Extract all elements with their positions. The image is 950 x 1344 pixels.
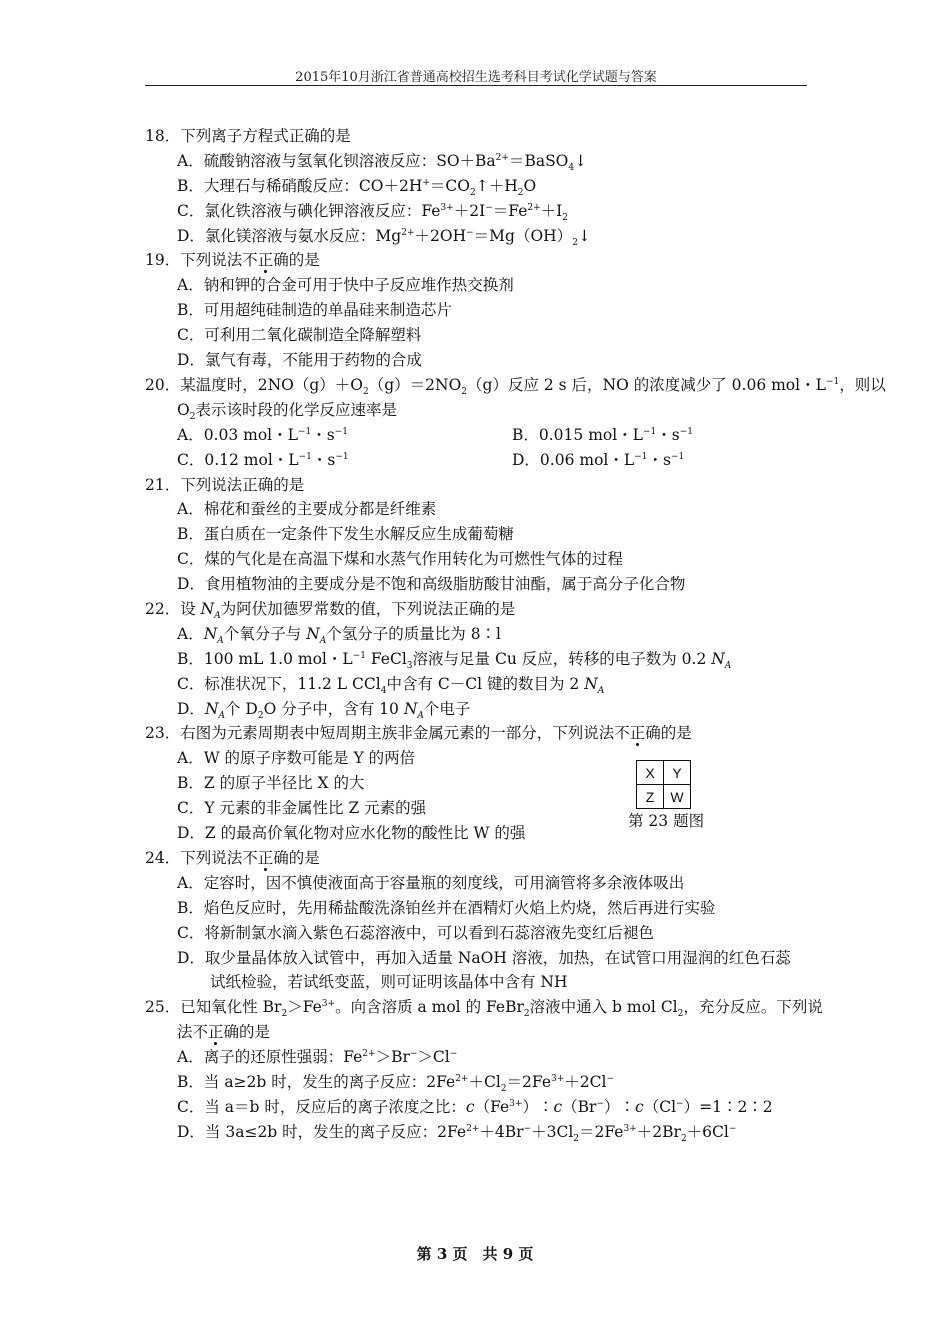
q25-option-a: A．离子的还原性强弱：$Fe^{2+}>Br^->Cl^-$ — [177, 1048, 458, 1066]
q19-stem: 19．下列说法不正确的是 — [145, 251, 320, 269]
q25-stem-line2: 法不正确的是 — [177, 1023, 271, 1041]
periodic-table-fragment — [636, 760, 691, 809]
q19-option-c: C．可利用二氧化碳制造全降解塑料 — [177, 326, 422, 344]
element-cell: Z — [637, 785, 664, 809]
q18-option-a: A．硫酸钠溶液与氢氧化钡溶液反应：$SO+Ba^{2+}=BaSO_4↓$ — [177, 152, 588, 174]
element-cell: Y — [664, 761, 691, 785]
q19-option-a: A．钠和钾的合金可用于快中子反应堆作热交换剂 — [177, 276, 514, 294]
q19-option-b: B．可用超纯硅制造的单晶硅来制造芯片 — [177, 301, 452, 319]
q20-option-a: A．0.03 mol・$L^{-1}$・$s^{-1}$ — [177, 426, 348, 444]
q22-option-b: B．100 mL 1.0 mol・$L^{-1}$ FeCl$_3$溶液与足量 Cu 反应，转移的电子数为 0.2 $N_A$ — [177, 650, 732, 672]
q18-option-b: B．大理石与稀硝酸反应：$CO+2H^+=CO_2↑+H_2O$ — [177, 177, 537, 199]
page-header: 2015年10月浙江省普通高校招生选考科目考试化学试题与答案 — [295, 70, 657, 85]
q24-option-d-line2: 试纸检验，若试纸变蓝，则可证明该晶体中含有 NH — [210, 973, 568, 991]
q18-option-d: D．氯化镁溶液与氨水反应：$Mg^{2+}+2OH^-=Mg(OH)_2↓$ — [177, 227, 591, 249]
q23-option-c: C．Y 元素的非金属性比 Z 元素的强 — [177, 799, 427, 817]
q21-option-c: C．煤的气化是在高温下煤和水蒸气作用转化为可燃性气体的过程 — [177, 550, 623, 568]
element-cell: X — [637, 761, 664, 785]
q18-stem: 18．下列离子方程式正确的是 — [145, 127, 351, 145]
q24-option-c: C．将新制氯水滴入紫色石蕊溶液中，可以看到石蕊溶液先变红后褪色 — [177, 924, 654, 942]
figure-caption: 第 23 题图 — [628, 812, 705, 830]
q25-option-b: B．当 a≥2b 时，发生的离子反应：$2Fe^{2+}+Cl_2=2Fe^{3+}+2Cl^-$ — [177, 1073, 615, 1095]
q25-stem-line1: 25．已知氧化性 $Br_2>Fe^{3+}$。向含溶质 a mol 的 FeBr$_2$溶液中通入 b mol $Cl_2$，充分反应。下列说 — [145, 998, 823, 1020]
q21-option-b: B．蛋白质在一定条件下发生水解反应生成葡萄糖 — [177, 525, 514, 543]
element-cell: W — [664, 785, 691, 809]
q22-option-d: D．$N_A$个 $D_2O$ 分子中，含有 10 $N_A$个电子 — [177, 700, 471, 722]
emphasis-dots: 不正确 — [192, 1023, 240, 1041]
q20-option-b: B．0.015 mol・$L^{-1}$・$s^{-1}$ — [512, 426, 694, 444]
q20-stem-line1: 20．某温度时，$2NO(g)+O_2(g)=2NO_2(g)$反应 2 s 后，NO 的浓度减少了 0.06 mol・$L^{-1}$，则以 — [145, 376, 886, 398]
q23-option-b: B．Z 的原子半径比 X 的大 — [177, 774, 365, 792]
q20-option-d: D．0.06 mol・$L^{-1}$・$s^{-1}$ — [512, 451, 685, 469]
q23-option-d: D．Z 的最高价氧化物对应水化物的酸性比 W 的强 — [177, 824, 526, 842]
q21-option-d: D．食用植物油的主要成分是不饱和高级脂肪酸甘油酯，属于高分子化合物 — [177, 575, 686, 593]
q21-option-a: A．棉花和蚕丝的主要成分都是纤维素 — [177, 500, 437, 518]
q20-option-c: C．0.12 mol・$L^{-1}$・$s^{-1}$ — [177, 451, 349, 469]
q20-stem-line2: $O_2$表示该时段的化学反应速率是 — [177, 401, 397, 423]
q23-option-a: A．W 的原子序数可能是 Y 的两倍 — [177, 749, 416, 767]
q24-option-d-line1: D．取少量晶体放入试管中，再加入适量 NaOH 溶液，加热，在试管口用湿润的红色石蕊 — [177, 949, 791, 967]
page-number-footer: 第 3 页 共 9 页 — [416, 1245, 534, 1263]
q19-option-d: D．氯气有毒，不能用于药物的合成 — [177, 351, 422, 369]
q24-stem: 24．下列说法不正确的是 — [145, 849, 320, 867]
q22-option-c: C．标准状况下，11.2 L CCl$_4$中含有 C－Cl 键的数目为 2 $N_A$ — [177, 675, 605, 697]
emphasis-dots: 不正确 — [242, 849, 289, 867]
header-rule — [145, 85, 807, 86]
emphasis-dots: 不正确 — [242, 251, 289, 269]
q23-stem: 23．右图为元素周期表中短周期主族非金属元素的一部分，下列说法不正确的是 — [145, 724, 692, 742]
q22-option-a: A．$N_A$个氧分子与 $N_A$个氢分子的质量比为 8∶l — [177, 625, 502, 647]
q25-option-c: C．当 a＝b 时，反应后的离子浓度之比：$c(Fe^{3+})∶c(Br^-)∶c(Cl^-)=1∶2∶2$ — [177, 1098, 773, 1116]
q18-option-c: C．氯化铁溶液与碘化钾溶液反应：$Fe^{3+}+2I^-=Fe^{2+}+I_2$ — [177, 202, 569, 224]
q22-stem: 22．设 $N_A$为阿伏加德罗常数的值，下列说法正确的是 — [145, 600, 516, 622]
q25-option-d: D．当 3a≤2b 时，发生的离子反应：$2Fe^{2+}+4Br^-+3Cl_2=2Fe^{3+}+2Br_2+6Cl^-$ — [177, 1123, 737, 1145]
emphasis-dots: 不正确 — [614, 724, 661, 742]
q24-option-a: A．定容时，因不慎使液面高于容量瓶的刻度线，可用滴管将多余液体吸出 — [177, 874, 685, 892]
q21-stem: 21．下列说法正确的是 — [145, 476, 305, 494]
q24-option-b: B．焰色反应时，先用稀盐酸洗涤铂丝并在酒精灯火焰上灼烧，然后再进行实验 — [177, 899, 716, 917]
